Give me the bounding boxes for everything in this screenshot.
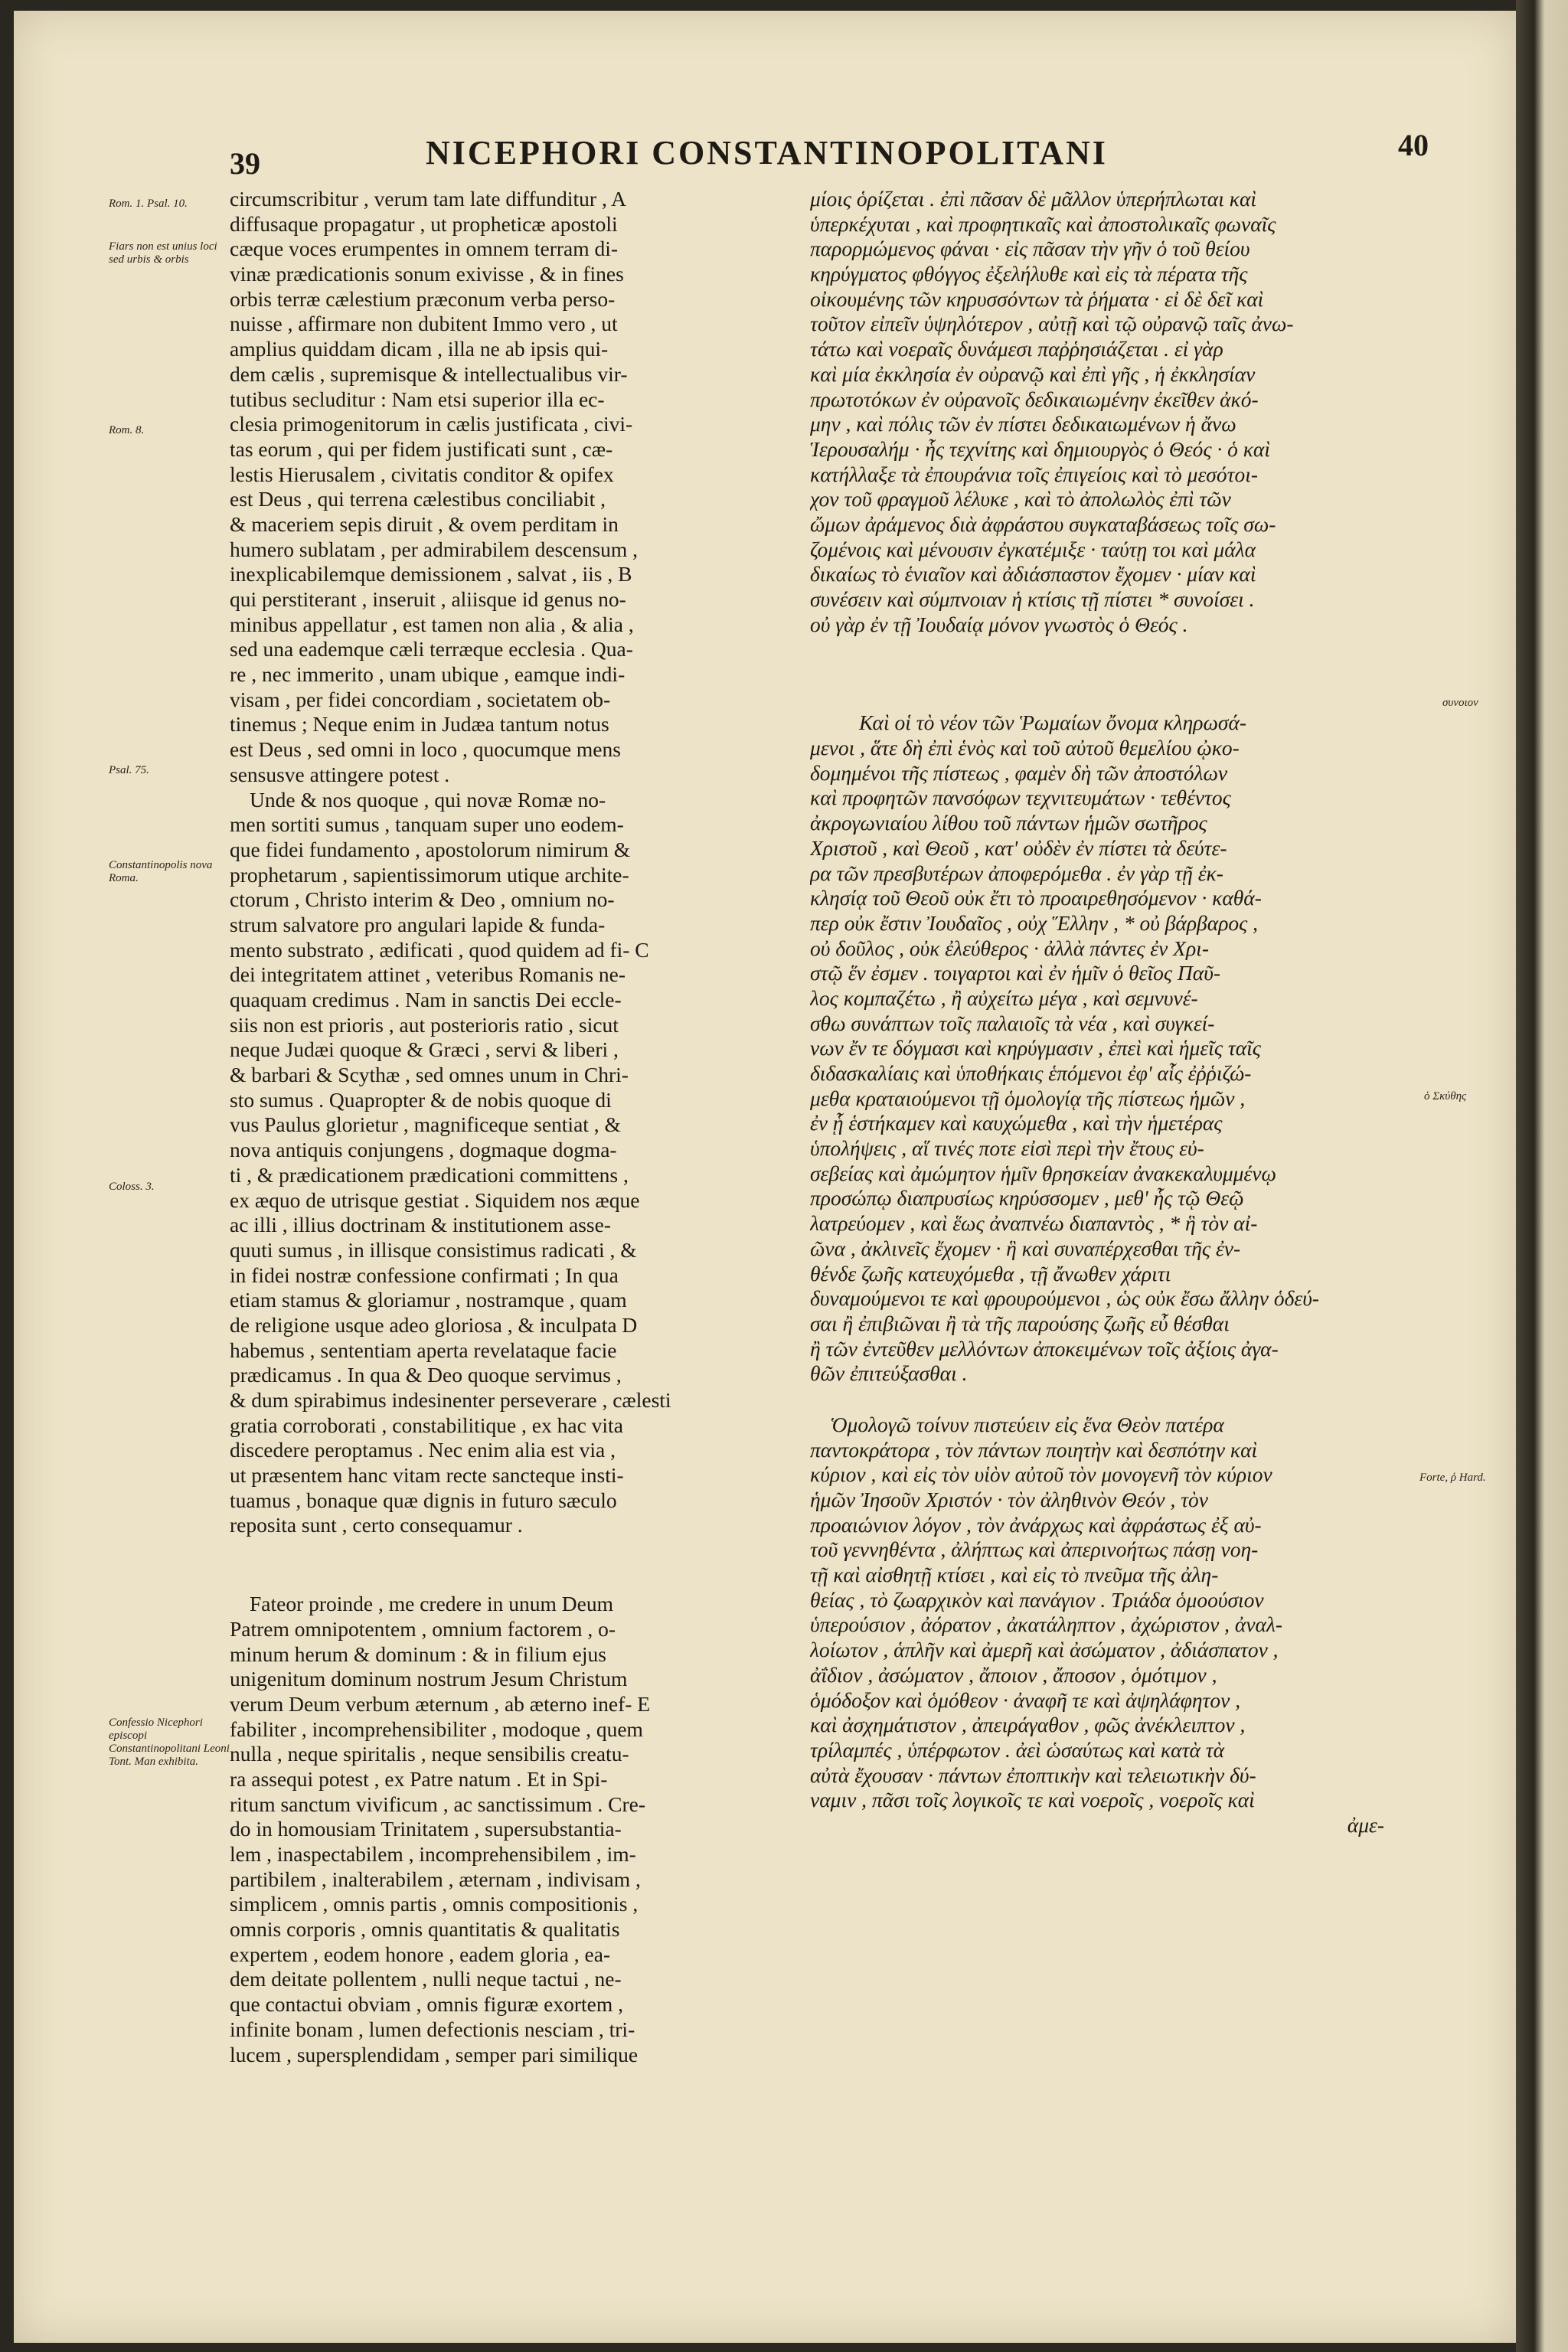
text-line: ὑπερούσιον , ἀόρατον , ἀκατάληπτον , ἀχώριστον , ἀναλ- bbox=[810, 1612, 1283, 1637]
text-line: ἀμε- bbox=[1347, 1812, 1384, 1837]
text-line: dem cælis , supremisque & intellectualibus vir- bbox=[230, 361, 628, 386]
text-line: omnis corporis , omnis quantitatis & qualitatis bbox=[230, 1917, 620, 1942]
text-line: quuti sumus , in illisque consistimus radicati , & bbox=[230, 1237, 637, 1262]
text-line: πρωτοτόκων ἐν οὐρανοῖς δεδικαιωμένην ἐκεῖθεν ἀκό- bbox=[810, 387, 1259, 411]
text-line: οἰκουμένης τῶν κηρυσσόντων τὰ ῥήματα · εἰ δὲ δεῖ καὶ bbox=[810, 286, 1264, 311]
text-line: lem , inaspectabilem , incomprehensibilem , im- bbox=[230, 1842, 636, 1866]
text-line: ut præsentem hanc vitam recte sancteque insti- bbox=[230, 1463, 624, 1488]
text-line: Χριστοῦ , καὶ Θεοῦ , κατ' οὐδὲν ἐν πίστει τὰ δεύτε- bbox=[810, 835, 1227, 860]
text-line: re , nec immerito , unam ubique , eamque indi- bbox=[230, 662, 626, 687]
text-line: μην , καὶ πόλις τῶν ἐν πίστει δεδικαιωμένων ἡ ἄνω bbox=[810, 412, 1236, 436]
text-line: ναμιν , πᾶσι τοῖς λογικοῖς τε καὶ νοεροῖς , νοεροῖς καὶ bbox=[810, 1788, 1255, 1812]
text-line: περ οὐκ ἔστιν Ἰουδαῖος , οὐχ Ἕλλην , * οὐ βάρβαρος , bbox=[810, 910, 1259, 935]
text-line: que fidei fundamento , apostolorum nimirum & bbox=[230, 837, 631, 861]
text-line: λατρεύομεν , καὶ ἕως ἀναπνέω διαπαντὸς , * ἣ τὸν αἰ- bbox=[810, 1211, 1258, 1236]
text-line: στῷ ἕν ἐσμεν . τοιγαρτοι καὶ ἐν ἡμῖν ὁ θεῖος Παῦ- bbox=[810, 961, 1220, 985]
text-line: nuisse , affirmare non dubitent Immo vero , ut bbox=[230, 312, 618, 336]
text-line: qui perstiterant , inseruit , aliisque id genus no- bbox=[230, 587, 626, 611]
text-line: vinæ prædicationis sonum exivisse , & in fines bbox=[230, 262, 624, 286]
text-line: δικαίως τὸ ἑνιαῖον καὶ ἀδιάσπαστον ἔχομεν · μίαν καὶ bbox=[810, 562, 1256, 586]
text-line: ἐν ᾗ ἑστήκαμεν καὶ καυχώμεθα , καὶ τὴν ἡμετέρας bbox=[810, 1111, 1223, 1135]
text-line: lucem , supersplendidam , semper pari similique bbox=[230, 2042, 639, 2066]
text-line: fabiliter , incomprehensibiliter , modoque , quem bbox=[230, 1717, 643, 1741]
text-line: que contactui obviam , omnis figuræ exortem , bbox=[230, 1992, 623, 2017]
text-line: συνέσειν καὶ σύμπνοιαν ἡ κτίσις τῇ πίστει * συνοίσει . bbox=[810, 587, 1255, 611]
text-line: tinemus ; Neque enim in Judæa tantum notus bbox=[230, 712, 609, 737]
text-line: παρορμώμενος φάναι · εἰς πᾶσαν τὴν γῆν ὁ τοῦ θείου bbox=[810, 237, 1250, 261]
text-line: Unde & nos quoque , qui novæ Romæ no- bbox=[250, 787, 606, 812]
text-line: minibus appellatur , est tamen non alia , & alia , bbox=[230, 612, 634, 636]
paragraph-gap bbox=[810, 637, 1415, 710]
greek-paragraph bbox=[810, 187, 1415, 637]
text-line: ὑπερκέχυται , καὶ προφητικαῖς καὶ ἀποστολικαῖς φωναῖς bbox=[810, 211, 1276, 236]
text-line: & maceriem sepis diruit , & ovem perditam in bbox=[230, 511, 619, 536]
text-line: partibilem , inalterabilem , æternam , indivisam , bbox=[230, 1867, 641, 1891]
text-line: λοίωτον , ἁπλῆν καὶ ἀμερῆ καὶ ἀσώματον , ἀδιάσπατον , bbox=[810, 1638, 1279, 1662]
text-line: Ἱερουσαλήμ · ἧς τεχνίτης καὶ δημιουργὸς ὁ Θεός · ὁ καὶ bbox=[810, 436, 1271, 461]
text-line: ἢ τῶν ἐντεῦθεν μελλόντων ἀποκειμένων τοῖς ἀξίοις ἀγα- bbox=[810, 1336, 1279, 1361]
text-line: σεβείας καὶ ἀμώμητον ἡμῖν θρησκείαν ἀνακεκαλυμμένῳ bbox=[810, 1161, 1276, 1185]
text-line: καὶ προφητῶν πανσόφων τεχνιτευμάτων · τεθέντος bbox=[810, 786, 1231, 810]
text-line: ac illi , illius doctrinam & institutionem asse- bbox=[230, 1213, 611, 1237]
text-line: ῶνα , ἀκλινεῖς ἔχομεν · ἣ καὶ συναπέρχεσθαι τῆς ἐν- bbox=[810, 1236, 1241, 1260]
greek-column bbox=[810, 187, 1415, 1838]
text-line: ρα τῶν πρεσβυτέρων ἀποφερόμεθα . ἐν γὰρ τῇ ἐκ- bbox=[810, 861, 1223, 885]
text-line: cæque voces erumpentes in omnem terram di- bbox=[230, 237, 619, 261]
text-line: τοῦτον εἰπεῖν ὑψηλότερον , αὐτῇ καὶ τῷ οὐρανῷ ταῖς ἀνω- bbox=[810, 312, 1294, 336]
text-line: θείας , τὸ ζωαρχικὸν καὶ πανάγιον . Τριάδα ὁμοούσιον bbox=[810, 1587, 1264, 1612]
book-page bbox=[14, 11, 1516, 2343]
text-line: amplius quiddam dicam , illa ne ab ipsis qui- bbox=[230, 337, 609, 361]
text-line: ra assequi potest , ex Patre natum . Et in Spi- bbox=[230, 1766, 608, 1791]
text-line: verum Deum verbum æternum , ab æterno inef- E bbox=[230, 1691, 651, 1716]
text-line: τῇ καὶ αἰσθητῇ κτίσει , καὶ εἰς τὸ πνεῦμα τῆς ἀλη- bbox=[810, 1563, 1219, 1587]
text-line: do in homousiam Trinitatem , supersubstantia- bbox=[230, 1817, 622, 1841]
text-line: strum salvatore pro angulari lapide & funda- bbox=[230, 912, 606, 936]
text-line: μίοις ὁρίζεται . ἐπὶ πᾶσαν δὲ μᾶλλον ὑπερήπλωται καὶ bbox=[810, 187, 1257, 211]
text-line: humero sublatam , per admirabilem descensum , bbox=[230, 537, 639, 561]
latin-paragraph bbox=[230, 788, 781, 813]
text-line: Fateor proinde , me credere in unum Deum bbox=[250, 1592, 613, 1616]
text-line: χον τοῦ φραγμοῦ λέλυκε , καὶ τὸ ἀπολωλὸς ἐπὶ τῶν bbox=[810, 487, 1231, 511]
text-line: Καὶ οἱ τὸ νέον τῶν Ῥωμαίων ὄνομα κληρωσά- bbox=[859, 710, 1247, 735]
text-line: προσώπῳ διαπρυσίως κηρύσσομεν , μεθ' ἧς τῷ Θεῷ bbox=[810, 1186, 1244, 1210]
text-line: ctorum , Christo interim & Deo , omnium no- bbox=[230, 887, 615, 912]
text-line: καὶ ἀσχημάτιστον , ἀπειράγαθον , φῶς ἀνέκλειπτον , bbox=[810, 1713, 1246, 1737]
text-line: dem deitate pollentem , nulli neque tactui , ne- bbox=[230, 1967, 622, 1991]
text-line: prophetarum , sapientissimorum utique archite- bbox=[230, 862, 629, 887]
right-page-number: 40 bbox=[1398, 128, 1429, 162]
text-line: ὑπολήψεις , αἵ τινές ποτε εἰσὶ περὶ τὴν ἔτους εὐ- bbox=[810, 1136, 1204, 1161]
latin-paragraph bbox=[230, 812, 781, 1538]
text-line: ἀκρογωνιαίου λίθου τοῦ πάντων ἡμῶν σωτῆρος bbox=[810, 811, 1207, 835]
text-line: παντοκράτορα , τὸν πάντων ποιητὴν καὶ δεσπότην καὶ bbox=[810, 1437, 1258, 1462]
text-line: κλησίᾳ τοῦ Θεοῦ οὐκ ἔτι τὸ προαιρεθησόμενον · καθά- bbox=[810, 886, 1262, 910]
text-line: sensusve attingere potest . bbox=[230, 762, 450, 786]
text-line: reposita sunt , certo consequamur . bbox=[230, 1513, 523, 1537]
left-page-number: 39 bbox=[230, 146, 260, 181]
text-line: tuamus , bonaque quæ dignis in futuro sæculo bbox=[230, 1488, 617, 1512]
text-line: quaquam credimus . Nam in sanctis Dei eccle- bbox=[230, 988, 622, 1011]
text-line: καὶ μία ἐκκλησία ἐν οὐρανῷ καὶ ἐπὶ γῆς , ἡ ἐκκλησίαν bbox=[810, 361, 1256, 386]
text-line: ἀΐδιον , ἀσώματον , ἄποιον , ἄποσον , ὁμότιμον , bbox=[810, 1662, 1217, 1687]
text-line: vus Paulus glorietur , magnificeque sentiat , & bbox=[230, 1112, 621, 1137]
text-line: prædicamus . In qua & Deo quoque servimus , bbox=[230, 1363, 622, 1387]
text-line: simplicem , omnis partis , omnis compositionis , bbox=[230, 1892, 639, 1916]
text-line: minum herum & dominum : & in filium ejus bbox=[230, 1642, 606, 1666]
text-line: expertem , eodem honore , eadem gloria , ea- bbox=[230, 1942, 611, 1966]
text-line: μενοι , ἅτε δὴ ἐπὶ ἑνὸς καὶ τοῦ αὐτοῦ θεμελίου ᾠκο- bbox=[810, 736, 1240, 760]
text-line: nulla , neque spiritalis , neque sensibilis creatu- bbox=[230, 1742, 629, 1766]
latin-column bbox=[230, 187, 781, 2067]
text-line: ζομένοις καὶ μένουσιν ἐγκατέμιξε · ταύτῃ τοι καὶ μάλα bbox=[810, 537, 1256, 561]
text-line: διδασκαλίαις καὶ ὑποθήκαις ἑπόμενοι ἐφ' αἷς ἐῤῥιζώ- bbox=[810, 1061, 1252, 1085]
margin-note: Forte, ῥ Hard. bbox=[1419, 1472, 1486, 1484]
text-line: αὐτὰ ἔχουσαν · πάντων ἐποπτικὴν καὶ τελειωτικὴν δύ- bbox=[810, 1762, 1256, 1787]
margin-note: συνοιον bbox=[1442, 697, 1478, 709]
text-line: tas eorum , qui per fidem justificati sunt , cæ- bbox=[230, 436, 613, 461]
text-line: in fidei nostræ confessione confirmati ; In qua bbox=[230, 1263, 619, 1287]
text-line: τρίλαμπές , ὑπέρφωτον . ἀεὶ ὡσαύτως καὶ κατὰ τὰ bbox=[810, 1737, 1225, 1762]
text-line: λος κομπαζέτω , ἢ αὐχείτω μέγα , καὶ σεμνυνέ- bbox=[810, 985, 1198, 1010]
book-binding-edge bbox=[1516, 0, 1568, 2352]
text-line: Ὁμολογῶ τοίνυν πιστεύειν εἰς ἕνα Θεὸν πατέρα bbox=[830, 1412, 1224, 1436]
margin-note: Rom. 8. bbox=[109, 424, 145, 436]
text-line: κατήλλαξε τὰ ἐπουράνια τοῖς ἐπιγείοις καὶ τὸ μεσότοι- bbox=[810, 462, 1259, 486]
margin-note: Rom. 1. Psal. 10. bbox=[109, 198, 188, 210]
greek-paragraph bbox=[810, 710, 1415, 1387]
text-line: θῶν ἐπιτεύξασθαι . bbox=[810, 1361, 968, 1386]
text-line: ὤμων ἀράμενος διὰ ἀφράστου συγκαταβάσεως τοῖς σω- bbox=[810, 511, 1276, 536]
text-line: est Deus , qui terrena cælestibus conciliabit , bbox=[230, 487, 606, 511]
margin-note: Psal. 75. bbox=[109, 764, 149, 776]
text-line: σθω συνάπτων τοῖς παλαιοῖς τὰ νέα , καὶ συγκεί- bbox=[810, 1011, 1215, 1035]
text-line: nova antiquis conjungens , dogmaque dogma- bbox=[230, 1138, 617, 1162]
text-line: δυναμούμενοι τε καὶ φρουρούμενοι , ὡς οὐκ ἔσω ἄλλην ὁδεύ- bbox=[810, 1286, 1319, 1311]
text-line: etiam stamus & gloriamur , nostramque , quam bbox=[230, 1288, 627, 1312]
text-line: ritum sanctum vivificum , ac sanctissimum . Cre- bbox=[230, 1792, 646, 1816]
text-line: ti , & prædicationem prædicationi committens , bbox=[230, 1162, 629, 1187]
text-line: visam , per fidei concordiam , societatem ob- bbox=[230, 687, 611, 711]
text-line: τοῦ γεννηθέντα , ἀλήπτως καὶ ἀπερινοήτως πάσῃ νοη- bbox=[810, 1537, 1259, 1562]
text-line: νων ἔν τε δόγμασι καὶ κηρύγμασιν , ἐπεὶ καὶ ἡμεῖς ταῖς bbox=[810, 1036, 1261, 1060]
paragraph-gap bbox=[810, 1387, 1415, 1413]
text-line: siis non est prioris , aut posterioris ratio , sicut bbox=[230, 1012, 619, 1037]
text-line: ὁμόδοξον καὶ ὁμόθεον · ἀναφῆ τε καὶ ἀψηλάφητον , bbox=[810, 1687, 1241, 1712]
margin-note: Confessio Nicephori episcopi Constantinopolitani Leoni Tont. Man exhibita. bbox=[109, 1717, 230, 1768]
text-line: σαι ἢ ἐπιβιῶναι ἢ τὰ τῆς παρούσης ζωῆς εὖ θέσθαι bbox=[810, 1311, 1230, 1335]
text-line: habemus , sententiam aperta revelataque facie bbox=[230, 1338, 617, 1362]
text-line: clesia primogenitorum in cælis justificata , civi- bbox=[230, 412, 633, 436]
text-line: gratia corroborati , constabilitique , ex hac vita bbox=[230, 1413, 623, 1437]
text-line: Patrem omnipotentem , omnium factorem , o- bbox=[230, 1616, 616, 1641]
margin-note: Constantinopolis nova Roma. bbox=[109, 859, 213, 884]
margin-note: Fiars non est unius loci sed urbis & orbis bbox=[109, 240, 217, 266]
greek-paragraph bbox=[810, 1413, 1415, 1838]
text-line: orbis terræ cælestium præconum verba perso- bbox=[230, 286, 616, 311]
text-line: θένδε ζωῆς κατευχόμεθα , τῇ ἄνωθεν χάριτι bbox=[810, 1261, 1171, 1285]
latin-paragraph bbox=[230, 187, 781, 788]
text-line: οὐ γὰρ ἐν τῇ Ἰουδαίᾳ μόνον γνωστὸς ὁ Θεός . bbox=[810, 612, 1188, 636]
text-line: circumscribitur , verum tam late diffunditur , A bbox=[230, 187, 627, 211]
text-line: οὐ δοῦλος , οὐκ ἐλεύθερος · ἀλλὰ πάντες ἐν Χρι- bbox=[810, 936, 1209, 960]
text-line: de religione usque adeo gloriosa , & inculpata D bbox=[230, 1312, 638, 1337]
text-line: μεθα κραταιούμενοι τῇ ὁμολογίᾳ τῆς πίστεως ἡμῶν , bbox=[810, 1086, 1246, 1110]
text-line: mento substrato , ædificati , quod quidem ad fi- C bbox=[230, 937, 649, 962]
text-line: δομημένοι τῆς πίστεως , φαμὲν δὴ τῶν ἀποστόλων bbox=[810, 760, 1228, 785]
text-line: tutibus secluditur : Nam etsi superior illa ec- bbox=[230, 387, 605, 411]
text-line: dei integritatem attinet , veteribus Romanis ne- bbox=[230, 962, 626, 987]
text-line: sto sumus . Quapropter & de nobis quoque di bbox=[230, 1087, 612, 1112]
text-line: diffusaque propagatur , ut propheticæ apostoli bbox=[230, 211, 618, 236]
text-line: & dum spirabimus indesinenter perseverare , cælesti bbox=[230, 1388, 671, 1412]
text-line: infinite bonam , lumen defectionis nesciam , tri- bbox=[230, 2017, 635, 2041]
margin-note: ὁ Σκύθης bbox=[1424, 1090, 1467, 1102]
running-title: NICEPHORI CONSTANTINOPOLITANI bbox=[426, 134, 1108, 172]
text-line: lestis Hierusalem , civitatis conditor & opifex bbox=[230, 462, 614, 486]
text-line: neque Judæi quoque & Græci , servi & liberi , bbox=[230, 1037, 619, 1062]
text-line: κύριον , καὶ εἰς τὸν υἱὸν αὐτοῦ τὸν μονογενῆ τὸν κύριον bbox=[810, 1462, 1272, 1487]
text-line: ex æquo de utrisque gestiat . Siquidem nos æque bbox=[230, 1187, 640, 1212]
text-line: κηρύγματος φθόγγος ἐξελήλυθε καὶ εἰς τὰ πέρατα τῆς bbox=[810, 262, 1248, 286]
text-line: unigenitum dominum nostrum Jesum Christum bbox=[230, 1667, 628, 1691]
text-line: & barbari & Scythæ , sed omnes unum in Chri- bbox=[230, 1063, 629, 1087]
text-line: est Deus , sed omni in loco , quocumque mens bbox=[230, 737, 621, 762]
text-line: τάτω καὶ νοεραῖς δυνάμεσι παῤῥησιάζεται . εἰ γὰρ bbox=[810, 337, 1223, 361]
paragraph-gap bbox=[230, 1538, 781, 1592]
text-line: ἡμῶν Ἰησοῦν Χριστόν · τὸν ἀληθινὸν Θεόν , τὸν bbox=[810, 1488, 1208, 1511]
text-line: inexplicabilemque demissionem , salvat , iis , B bbox=[230, 562, 632, 586]
text-line: discedere peroptamus . Nec enim alia est via , bbox=[230, 1438, 616, 1462]
margin-note: Coloss. 3. bbox=[109, 1181, 155, 1193]
text-line: προαιώνιον λόγον , τὸν ἀνάρχως καὶ ἀφράστως ἐξ αὐ- bbox=[810, 1512, 1262, 1537]
latin-paragraph bbox=[230, 1592, 781, 2067]
text-line: men sortiti sumus , tanquam super uno eodem- bbox=[230, 812, 624, 837]
text-line: sed una eademque cæli terræque ecclesia . Qua- bbox=[230, 637, 633, 662]
